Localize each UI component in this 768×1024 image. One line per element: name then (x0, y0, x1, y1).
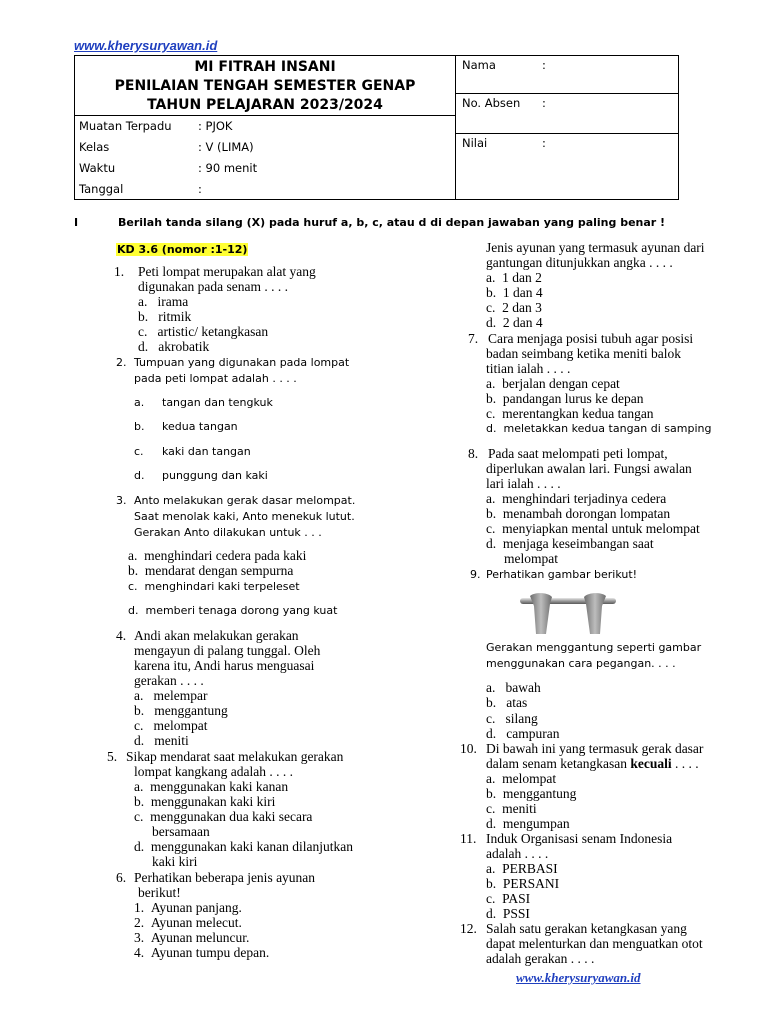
list-item: 4. Ayunan tumpu depan. (134, 945, 270, 960)
question-9-caption: Gerakan menggantung seperti gambar menggunakan cara pegangan. . . . (486, 641, 702, 670)
option-b[interactable]: b. (134, 420, 145, 433)
option-a[interactable]: a. (134, 396, 145, 409)
option-d[interactable]: d. (134, 469, 145, 482)
option-b[interactable]: b. menambah dorongan lompatan (486, 506, 671, 521)
option-d[interactable]: d. meniti (134, 733, 189, 748)
option-c[interactable]: c. meniti (486, 801, 537, 816)
option-a[interactable]: a. 1 dan 2 (486, 270, 542, 285)
nilai-label: Nilai (462, 136, 488, 150)
section-number: I (74, 216, 79, 229)
list-item: 1. Ayunan panjang. (134, 900, 242, 915)
option-a[interactable]: a. PERBASI (486, 861, 558, 876)
option-a[interactable]: a. melompat (486, 771, 557, 786)
question-3-option-d[interactable]: d. memberi tenaga dorong yang kuat (128, 604, 338, 617)
info-row-tanggal: Tanggal : (79, 182, 202, 196)
nilai-box[interactable] (456, 134, 678, 199)
option-d[interactable]: d. campuran (486, 726, 560, 741)
option-d[interactable]: d. PSSI (486, 906, 530, 921)
option-d[interactable]: d. menggunakan kaki kanan dilanjutkan (134, 839, 353, 854)
option-b[interactable]: b. 1 dan 4 (486, 285, 543, 300)
option-d[interactable]: d. menjaga keseimbangan saat (486, 536, 654, 551)
info-row-waktu: Waktu : 90 menit (79, 161, 258, 175)
option-a[interactable]: a. bawah (486, 680, 541, 695)
option-c[interactable]: c. artistic/ ketangkasan (138, 324, 269, 339)
option-b[interactable]: b. pandangan lurus ke depan (486, 391, 644, 406)
section-instruction: Berilah tanda silang (X) pada huruf a, b, c, atau d di depan jawaban yang paling benar ! (118, 216, 666, 229)
option-a[interactable]: a. menghindari terjadinya cedera (486, 491, 667, 506)
option-b-text: kedua tangan (162, 420, 238, 433)
option-c[interactable]: c. menggunakan dua kaki secara (134, 809, 313, 824)
nilai-colon: : (542, 136, 546, 150)
option-c[interactable]: c. silang (486, 711, 538, 726)
option-b[interactable]: b. atas (486, 695, 528, 710)
option-a[interactable]: a. melempar (134, 688, 208, 703)
exam-title-text: PENILAIAN TENGAH SEMESTER GENAP (114, 78, 416, 94)
option-d[interactable]: d. 2 dan 4 (486, 315, 543, 330)
website-link-top[interactable]: www.kherysuryawan.id (74, 38, 218, 53)
option-a-text: tangan dan tengkuk (162, 396, 273, 409)
title-block (75, 56, 455, 115)
school-name-text: MI FITRAH INSANI (194, 59, 336, 75)
nama-colon: : (542, 58, 546, 72)
info-block (75, 116, 455, 199)
list-item: 2. Ayunan melecut. (134, 915, 242, 930)
option-b[interactable]: b. PERSANI (486, 876, 560, 891)
option-c-text: kaki dan tangan (162, 445, 251, 458)
absen-colon: : (542, 96, 546, 110)
option-a[interactable]: a. berjalan dengan cepat (486, 376, 620, 391)
hanging-grip-image (520, 592, 616, 634)
absen-label: No. Absen (462, 96, 521, 110)
academic-year-text: TAHUN PELAJARAN 2023/2024 (147, 97, 383, 113)
nama-box[interactable] (456, 56, 678, 93)
option-b[interactable]: b. menggunakan kaki kiri (134, 794, 276, 809)
list-item: 3. Ayunan meluncur. (134, 930, 250, 945)
option-c[interactable]: c. PASI (486, 891, 531, 906)
option-d[interactable]: d. akrobatik (138, 339, 210, 354)
option-c[interactable]: c. menyiapkan mental untuk melompat (486, 521, 700, 536)
option-b[interactable]: b. mendarat dengan sempurna (128, 563, 294, 578)
website-link-bottom[interactable]: www.kherysuryawan.id (516, 970, 641, 985)
info-row-muatan: Muatan Terpadu : PJOK (79, 119, 233, 133)
option-b[interactable]: b. menggantung (486, 786, 577, 801)
kd-label: KD 3.6 (nomor :1-12) (117, 243, 248, 256)
option-b[interactable]: b. ritmik (138, 309, 192, 324)
option-c[interactable]: c. merentangkan kedua tangan (486, 406, 654, 421)
option-d[interactable]: d. mengumpan (486, 816, 570, 831)
option-b[interactable]: b. menggantung (134, 703, 228, 718)
absen-box[interactable] (456, 94, 678, 133)
option-a[interactable]: a. menghindari cedera pada kaki (128, 548, 307, 563)
option-d-text: punggung dan kaki (162, 469, 268, 482)
question-3-option-c[interactable]: c. menghindari kaki terpeleset (128, 580, 300, 593)
option-a[interactable]: a. irama (138, 294, 189, 309)
option-c[interactable]: c. melompat (134, 718, 208, 733)
option-a[interactable]: a. menggunakan kaki kanan (134, 779, 289, 794)
option-c[interactable]: c. (134, 445, 144, 458)
info-row-kelas: Kelas : V (LIMA) (79, 140, 254, 154)
question-7-option-d[interactable]: d. meletakkan kedua tangan di samping (486, 422, 712, 435)
nama-label: Nama (462, 58, 496, 72)
option-c[interactable]: c. 2 dan 3 (486, 300, 542, 315)
